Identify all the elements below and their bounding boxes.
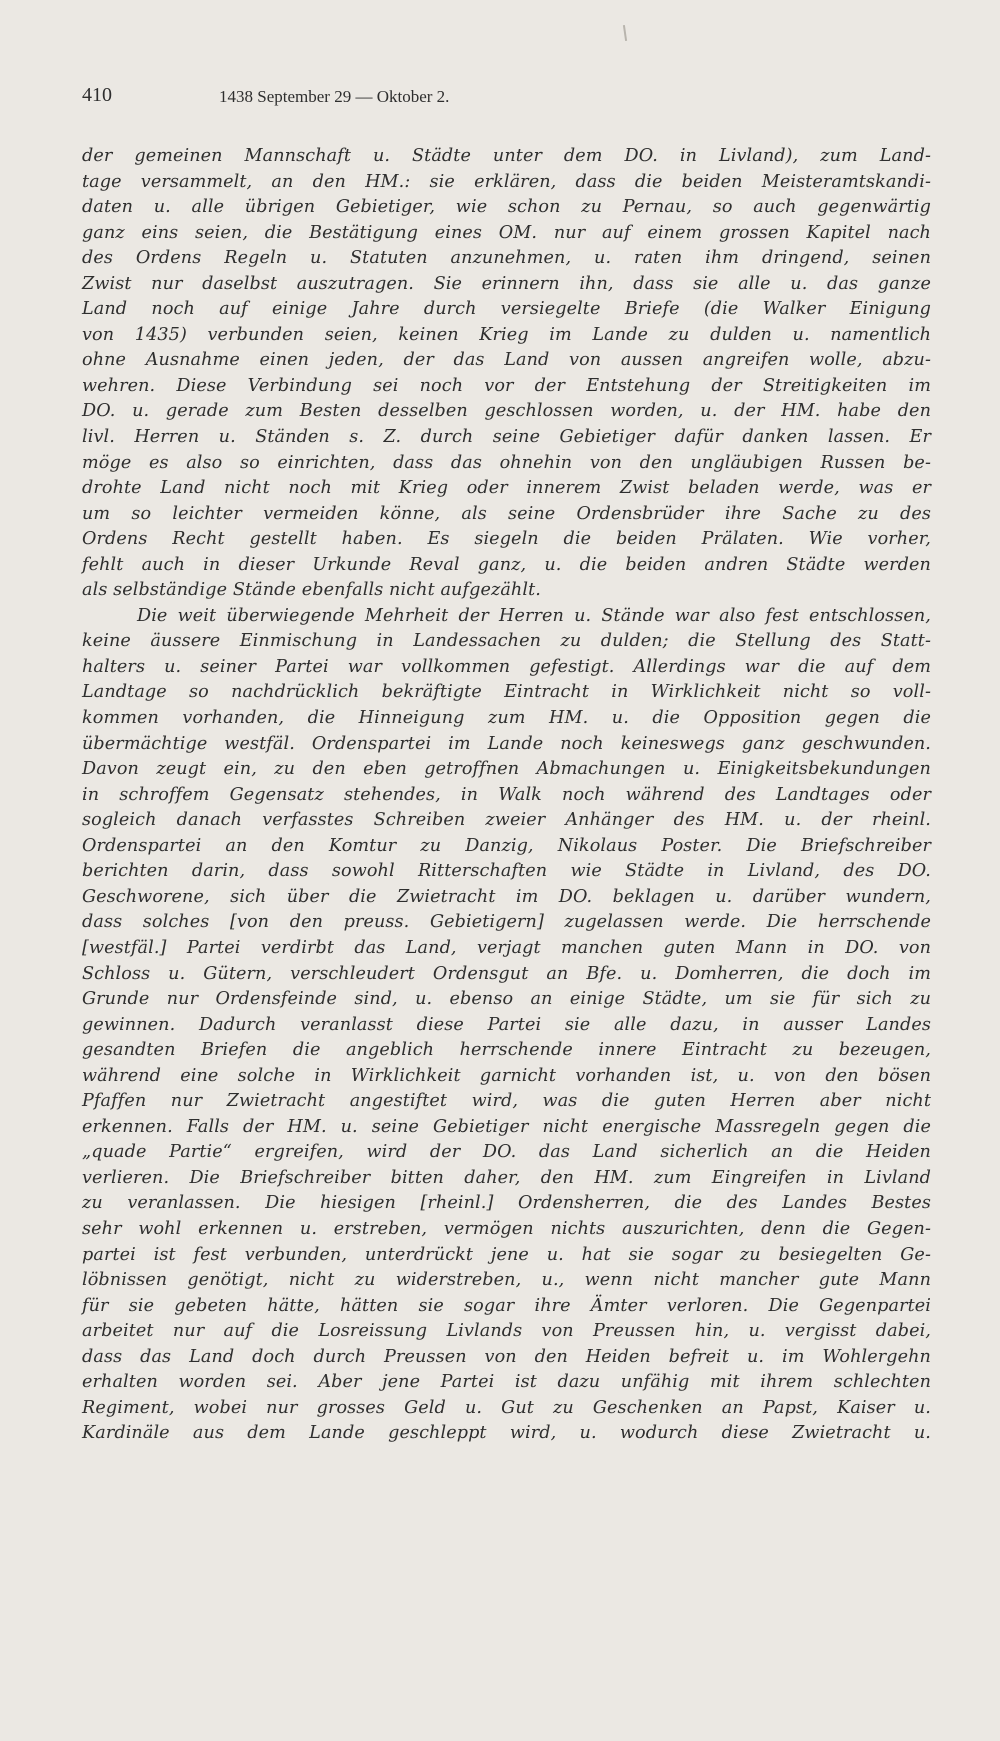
text-line: sogleich danach verfasstes Schreiben zweier Anhänger des HM. u. der rheinl. [82,810,931,831]
text-line: des Ordens Regeln u. Statuten anzunehmen, u. raten ihm dringend, seinen [82,248,931,269]
text-line: Die weit überwiegende Mehrheit der Herren u. Stände war also fest entschlossen, [137,605,931,626]
text-line: Land noch auf einige Jahre durch versiegelte Briefe (die Walker Einigung [82,299,931,320]
text-line: gesandten Briefen die angeblich herrschende innere Eintracht zu bezeugen, [82,1040,931,1061]
text-line: gewinnen. Dadurch veranlasst diese Partei sie alle dazu, in ausser Landes [82,1014,931,1035]
text-line: Regiment, wobei nur grosses Geld u. Gut zu Geschenken an Papst, Kaiser u. [82,1397,931,1418]
text-line: Landtage so nachdrücklich bekräftigte Eintracht in Wirklichkeit nicht so voll- [82,682,931,703]
text-line: keine äussere Einmischung in Landessachen zu dulden; die Stellung des Statt- [82,631,931,652]
text-line: verlieren. Die Briefschreiber bitten daher, den HM. zum Eingreifen in Livland [82,1167,931,1188]
text-line: als selbständige Stände ebenfalls nicht aufgezählt. [82,580,541,601]
text-line: fehlt auch in dieser Urkunde Reval ganz, u. die beiden andren Städte werden [82,554,931,575]
text-line: Kardinäle aus dem Lande geschleppt wird, u. wodurch diese Zwietracht u. [82,1423,931,1444]
running-head: 1438 September 29 — Oktober 2. [219,87,450,106]
text-line: Zwist nur daselbst auszutragen. Sie erinnern ihn, dass sie alle u. das ganze [82,273,931,294]
text-line: drohte Land nicht noch mit Krieg oder innerem Zwist beladen werde, was er [82,478,931,499]
text-line: Pfaffen nur Zwietracht angestiftet wird, was die guten Herren aber nicht [82,1091,931,1112]
text-line: zu veranlassen. Die hiesigen [rheinl.] Ordensherren, die des Landes Bestes [82,1193,931,1214]
body-text [82,144,931,1447]
text-line: sehr wohl erkennen u. erstreben, vermögen nichts auszurichten, denn die Gegen- [82,1218,931,1239]
text-line: Geschworene, sich über die Zwietracht im DO. beklagen u. darüber wundern, [82,886,931,907]
text-line: ganz eins seien, die Bestätigung eines OM. nur auf einem grossen Kapitel nach [82,222,931,243]
text-line: dass solches [von den preuss. Gebietigern] zugelassen werde. Die herrschende [82,912,931,933]
text-line: Ordens Recht gestellt haben. Es siegeln die beiden Prälaten. Wie vorher, [82,529,931,550]
text-line: dass das Land doch durch Preussen von den Heiden befreit u. im Wohlergehn [82,1346,931,1367]
text-line: livl. Herren u. Ständen s. Z. durch seine Gebietiger dafür danken lassen. Er [82,427,931,448]
text-line: der gemeinen Mannschaft u. Städte unter dem DO. in Livland), zum Land- [82,146,931,166]
page-header [82,84,656,114]
page-number: 410 [82,84,112,106]
text-line: partei ist fest verbunden, unterdrückt jene u. hat sie sogar zu besiegelten Ge- [82,1244,931,1265]
text-line: um so leichter vermeiden könne, als seine Ordensbrüder ihre Sache zu des [82,503,931,524]
text-line: [westfäl.] Partei verdirbt das Land, verjagt manchen guten Mann in DO. von [82,937,931,958]
text-line: übermächtige westfäl. Ordenspartei im Lande noch keineswegs ganz geschwunden. [82,733,931,754]
text-line: ohne Ausnahme einen jeden, der das Land von aussen angreifen wolle, abzu- [82,350,931,371]
text-line: tage versammelt, an den HM.: sie erklären, dass die beiden Meisteramtskandi- [82,171,931,192]
text-line: halters u. seiner Partei war vollkommen gefestigt. Allerdings war die auf dem [82,656,931,677]
text-line: in schroffem Gegensatz stehendes, in Walk noch während des Landtages oder [82,784,931,805]
text-line: arbeitet nur auf die Losreissung Livlands von Preussen hin, u. vergisst dabei, [82,1321,931,1342]
stray-mark [623,25,627,41]
text-line: erkennen. Falls der HM. u. seine Gebietiger nicht energische Massregeln gegen die [82,1116,931,1137]
text-line: berichten darin, dass sowohl Ritterschaften wie Städte in Livland, des DO. [82,861,931,882]
text-line: DO. u. gerade zum Besten desselben geschlossen worden, u. der HM. habe den [82,401,931,422]
text-line: „quade Partie“ ergreifen, wird der DO. das Land sicherlich an die Heiden [82,1142,931,1163]
text-line: Schloss u. Gütern, verschleudert Ordensgut an Bfe. u. Domherren, die doch im [82,963,931,984]
text-line: löbnissen genötigt, nicht zu widerstreben, u., wenn nicht mancher gute Mann [82,1270,931,1291]
text-line: von 1435) verbunden seien, keinen Krieg im Lande zu dulden u. namentlich [82,324,931,345]
text-line: für sie gebeten hätte, hätten sie sogar ihre Ämter verloren. Die Gegenpartei [82,1295,931,1316]
text-line: wehren. Diese Verbindung sei noch vor der Entstehung der Streitigkeiten im [82,375,931,396]
text-line: möge es also so einrichten, dass das ohnehin von den ungläubigen Russen be- [82,452,931,473]
text-line: daten u. alle übrigen Gebietiger, wie schon zu Pernau, so auch gegenwärtig [82,197,931,218]
text-line: kommen vorhanden, die Hinneigung zum HM. u. die Opposition gegen die [82,708,931,729]
text-line: Ordenspartei an den Komtur zu Danzig, Nikolaus Poster. Die Briefschreiber [82,835,931,856]
text-line: Grunde nur Ordensfeinde sind, u. ebenso an einige Städte, um sie für sich zu [82,989,931,1010]
text-line: erhalten worden sei. Aber jene Partei ist dazu unfähig mit ihrem schlechten [82,1372,931,1393]
text-line: Davon zeugt ein, zu den eben getroffnen Abmachungen u. Einigkeitsbekundungen [82,759,931,780]
text-line: während eine solche in Wirklichkeit garnicht vorhanden ist, u. von den bösen [82,1065,931,1086]
